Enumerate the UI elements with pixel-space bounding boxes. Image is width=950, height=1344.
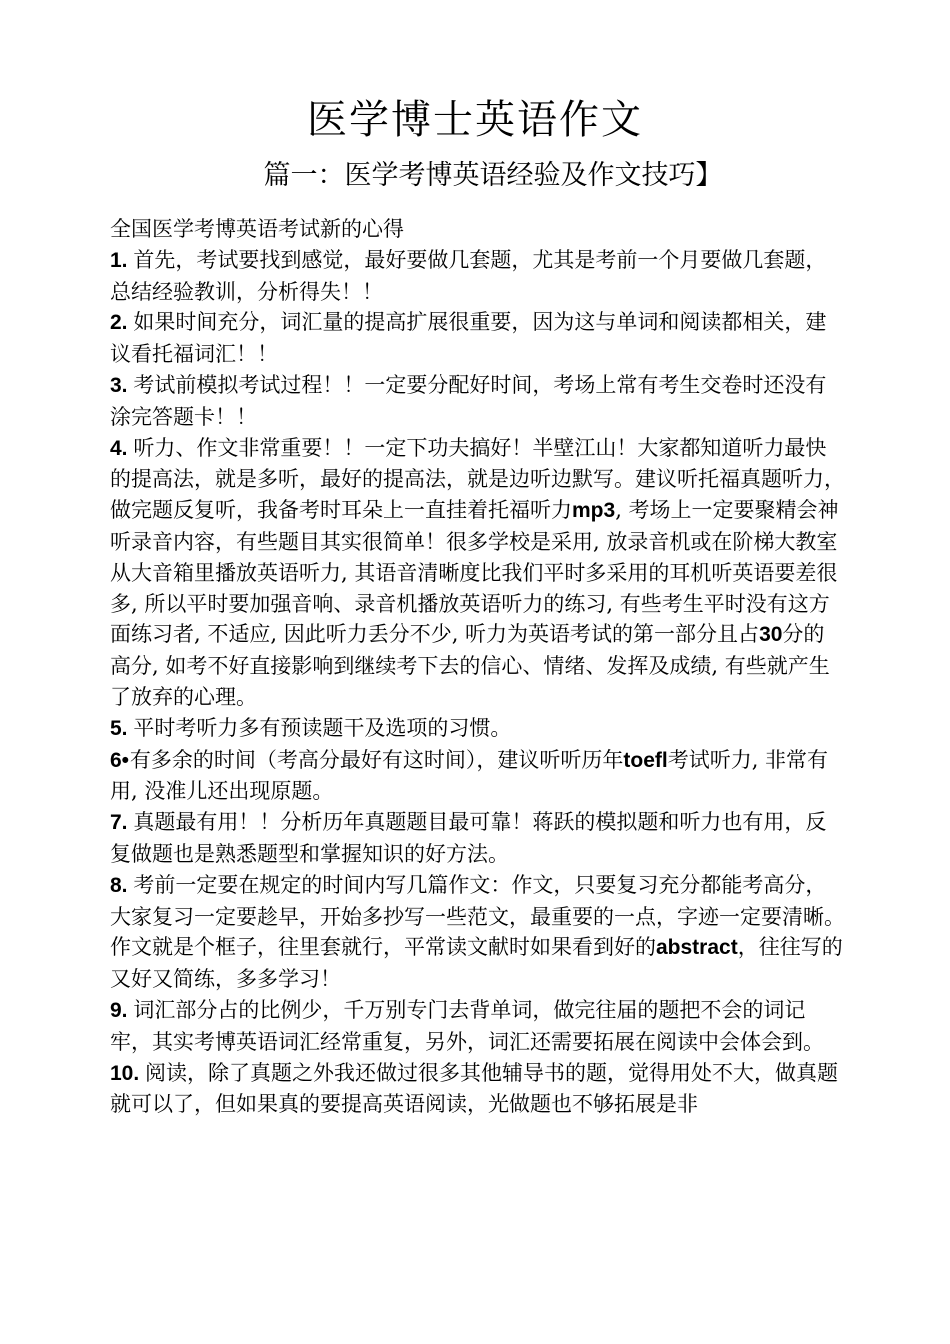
list-item-3	[110, 370, 845, 433]
list-item-2	[110, 307, 845, 370]
item-number: 3.	[110, 373, 128, 397]
item-text: 词汇部分占的比例少，千万别专门去背单词，做完往届的题把不会的词记牢，其实考博英语词汇经常重复，另外，词汇还需要拓展在阅读中会体会到。	[110, 997, 824, 1054]
item-text: 有多余的时间（考高分最好有这时间），建议听听历年	[129, 747, 624, 772]
item-text: 考试听力, 非常有用, 没准儿还出现原题。	[110, 747, 829, 804]
item-number: 5.	[110, 716, 128, 740]
document-body	[110, 214, 845, 1120]
list-item-5	[110, 713, 845, 745]
item-number: 10.	[110, 1061, 140, 1085]
item-text: , 考场上一定要聚精会神听录音内容，有些题目其实很简单！很多学校是采用, 放录音机或在阶梯大教室从大音箱里播放英语听力, 其语音清晰度比我们平时多采用的耳机听英语要差很多, 所以平时要加强音响、录音机播放英语听力的练习, 有些考生平时没有这方面练习者, 不适应, 因此听力丢分不少, 听力为英语考试的第一部分且占	[110, 498, 839, 647]
item-number: 9.	[110, 998, 128, 1022]
item-latin-term: abstract	[656, 936, 738, 960]
list-item-10	[110, 1058, 845, 1121]
item-text: ，往往写的又好又简练，多多学习！	[110, 935, 843, 992]
item-latin-term: toefl	[623, 748, 668, 772]
list-item-9	[110, 995, 845, 1058]
item-text: 考试前模拟考试过程！！一定要分配好时间，考场上常有考生交卷时还没有涂完答题卡！！	[110, 372, 827, 429]
list-item-8	[110, 870, 845, 995]
item-text: 听力、作文非常重要！！一定下功夫搞好！半壁江山！大家都知道听力最快的提高法，就是多听，最好的提高法，就是边听边默写。建议听托福真题听力，做完题反复听，我备考时耳朵上一直挂着托福听力	[110, 435, 845, 523]
item-latin-term: mp3	[572, 499, 616, 523]
item-latin-term: 30	[759, 623, 783, 647]
item-text: 平时考听力多有预读题干及选项的习惯。	[133, 715, 512, 740]
item-number: 4.	[110, 436, 128, 460]
item-number: 1.	[110, 248, 128, 272]
item-number: 6•	[110, 748, 130, 772]
item-text: 首先，考试要找到感觉，最好要做几套题，尤其是考前一个月要做几套题，总结经验教训，分析得失！！	[110, 247, 827, 304]
item-text: 考前一定要在规定的时间内写几篇作文：作文，只要复习充分都能考高分，大家复习一定要趁早，开始多抄写一些范文，最重要的一点，字迹一定要清晰。作文就是个框子，往里套就行，平常读文献时如果看到好的	[110, 872, 845, 960]
document-subtitle: 篇一：医学考博英语经验及作文技巧】	[263, 160, 723, 191]
item-text: 分的高分, 如考不好直接影响到继续考下去的信心、情绪、发挥及成绩, 有些就产生了放弃的心理。	[110, 622, 830, 709]
item-number: 2.	[110, 311, 128, 335]
item-text: 如果时间充分，词汇量的提高扩展很重要，因为这与单词和阅读都相关，建议看托福词汇！！	[110, 310, 827, 367]
list-item-4	[110, 433, 845, 713]
intro-paragraph: 全国医学考博英语考试新的心得	[110, 217, 404, 241]
list-item-1	[110, 245, 845, 308]
list-item-7	[110, 807, 845, 870]
document-title: 医学博士英语作文	[307, 97, 643, 143]
item-text: 真题最有用！！分析历年真题题目最可靠！蒋跃的模拟题和听力也有用，反复做题也是熟悉题型和掌握知识的好方法。	[110, 810, 827, 866]
item-number: 8.	[110, 873, 128, 897]
list-item-6	[110, 745, 845, 808]
item-text: 阅读，除了真题之外我还做过很多其他辅导书的题，觉得用处不大，做真题就可以了，但如果真的要提高英语阅读，光做题也不够拓展是非	[110, 1060, 839, 1117]
item-number: 7.	[110, 811, 128, 835]
